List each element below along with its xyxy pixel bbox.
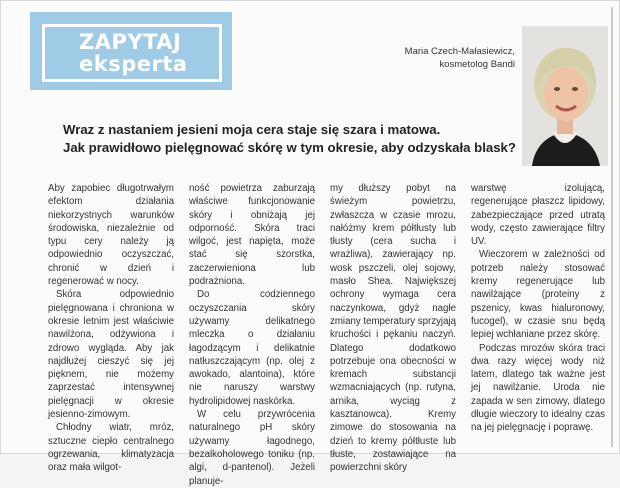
article-column-3	[330, 182, 456, 475]
article-column-2	[189, 182, 315, 488]
paragraph: Skóra odpowiednio pielęgnowana i chroniona w okresie letnim jest właściwie nawilżona, odżywiona i zdrowo wygląda. Aby jak najdłużej cieszyć się jej pięknem, nie możemy zaprzestać intensywnej pielęgnacji w okresie jesienno-zimowym.	[48, 289, 174, 421]
article-column-1	[48, 182, 174, 475]
article-column-4	[471, 182, 605, 435]
paragraph: ność powietrza zaburzają właściwe funkcjonowanie skóry i obniżają jej odporność. Skóra traci wilgoć, jest napięta, może stać się szorstka, zaczerwieniona lub podrażniona.	[189, 183, 315, 288]
paragraph: Podczas mrozów skóra traci dwa razy więcej wody niż latem, dlatego tak ważne jest jej nawilżanie. Uroda nie zapada w sen zimowy, dlatego długie wieczory to idealny czas na jej pielęgnację i poprawę.	[471, 342, 605, 434]
question-line-2: Jak prawidłowo pielęgnować skórę w tym okresie, aby odzyskała blask?	[63, 140, 516, 155]
article-body	[48, 182, 608, 487]
expert-portrait-illustration	[522, 26, 608, 166]
paragraph: Wieczorem w zależności od potrzeb należy stosować kremy regenerujące lub nawilżające (proteiny z pszenicy, kwas hialuronowy, fucogel), w czasie snu będą lepiej wchłaniane przez skórę.	[471, 249, 605, 341]
paragraph: my dłuższy pobyt na świeżym powietrzu, zwłaszcza w czasie mrozu, nałóżmy krem półtłusty lub tłusty (cera sucha i wrażliwa), zawierający np. wosk pszczeli, olej sojowy, masło Shea. Największej ochrony wymaga cera naczynkowa, gdyż nagłe zmiany temperatury sprzyjają kruchości i pękaniu naczyń. Dlatego dodatkowo potrzebuje ona obecności w kremach substancji wzmacniających (np. rutyna, arnika, wyciąg z kasztanowca). Kremy zimowe do stosowania na dzień to kremy półtłuste lub tłuste, zostawiające na powierzchni skóry	[330, 183, 456, 474]
section-badge-title: ZAPYTAJ	[79, 30, 182, 54]
paragraph: Chłodny wiatr, mróz, sztuczne ciepło centralnego ogrzewania, klimatyzacja oraz mała wilgot-	[48, 422, 174, 474]
section-badge-frame	[42, 24, 222, 82]
section-badge	[30, 12, 232, 90]
paragraph: Aby zapobiec długotrwałym efektom działania niekorzystnych warunków środowiska, niezależnie od typu cery należy ją odpowiednio oczyszczać, chronić w dzień i regenerować w nocy.	[48, 183, 174, 288]
author-credit	[405, 45, 515, 71]
question-line-1: Wraz z nastaniem jesieni moja cera staje się szara i matowa.	[63, 122, 441, 137]
author-role: kosmetolog Bandi	[439, 59, 515, 70]
page-edge-line	[611, 7, 613, 447]
paragraph: warstwę izolującą, regenerujące płaszcz lipidowy, zabezpieczające przed utratą wody, często zawierające filtry UV.	[471, 183, 605, 248]
section-badge-subtitle: eksperta	[79, 52, 188, 76]
paragraph: W celu przywrócenia naturalnego pH skóry używamy łagodnego, bezalkoholowego toniku (np. algi, d-pantenol). Jeżeli planuje-	[189, 409, 315, 487]
author-name: Maria Czech-Małasiewicz,	[404, 46, 515, 57]
paragraph: Do codziennego oczyszczania skóry używamy delikatnego mleczka o działaniu łagodzącym i delikatnie natłuszczającym (np. olej z awokado, alantoina), które nie naruszy warstwy hydrolipidowej naskórka.	[189, 289, 315, 407]
article-question	[63, 121, 516, 157]
expert-portrait-photo	[522, 26, 608, 166]
